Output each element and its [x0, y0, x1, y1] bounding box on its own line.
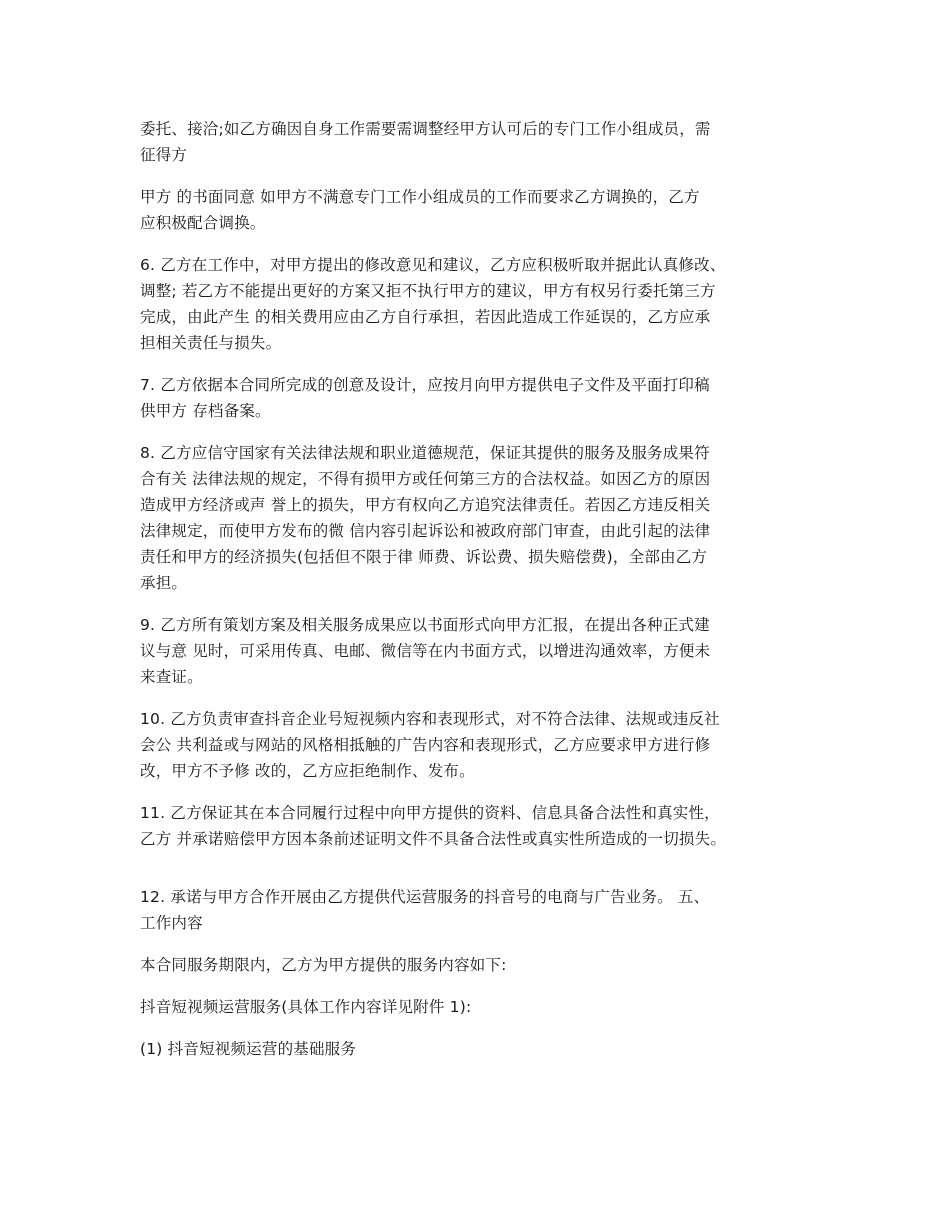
text-line: 11. 乙方保证其在本合同履行过程中向甲方提供的资料、信息具备合法性和真实性， [140, 804, 720, 822]
text-line: 应积极配合调换。 [140, 214, 266, 232]
text-line: 6. 乙方在工作中，对甲方提出的修改意见和建议，乙方应积极听取并据此认真修改、 [140, 256, 726, 274]
text-line: 合有关 法律法规的规定，不得有损甲方或任何第三方的合法权益。如因乙方的原因 [140, 470, 711, 488]
text-line: 完成，由此产生 的相关费用应由乙方自行承担，若因此造成工作延误的，乙方应承 [140, 308, 711, 326]
clause-11 [140, 800, 812, 852]
text-line: 8. 乙方应信守国家有关法律法规和职业道德规范，保证其提供的服务及服务成果符 [140, 444, 710, 462]
clause-9 [140, 612, 812, 690]
text-line: 法律规定，而使甲方发布的微 信内容引起诉讼和被政府部门审查，由此引起的法律 [140, 522, 711, 540]
service-scope-intro [140, 952, 812, 978]
clause-6 [140, 252, 812, 356]
text-line: 抖音短视频运营服务(具体工作内容详见附件 1): [140, 998, 472, 1016]
text-line: 担相关责任与损失。 [140, 334, 282, 352]
text-line: 来查证。 [140, 668, 203, 686]
text-line: 征得方 [140, 146, 188, 164]
service-item [140, 994, 812, 1020]
document-body [140, 116, 812, 1062]
text-line: 责任和甲方的经济损失(包括但不限于律 师费、诉讼费、损失赔偿费)，全部由乙方 [140, 548, 708, 566]
text-line: 供甲方 存档备案。 [140, 402, 271, 420]
text-line: 委托、接洽;如乙方确因自身工作需要需调整经甲方认可后的专门工作小组成员，需 [140, 120, 711, 138]
text-line: 10. 乙方负责审查抖音企业号短视频内容和表现形式，对不符合法律、法规或违反社 [140, 710, 720, 728]
paragraph-1 [140, 116, 812, 168]
clause-12 [140, 884, 812, 936]
paragraph-2 [140, 184, 812, 236]
service-subitem [140, 1036, 812, 1062]
clause-10 [140, 706, 812, 784]
text-line: 议与意 见时，可采用传真、电邮、微信等在内书面方式，以增进沟通效率，方便未 [140, 642, 711, 660]
clause-8 [140, 440, 812, 596]
clause-7 [140, 372, 812, 424]
document-page [140, 116, 812, 1078]
text-line: 乙方 并承诺赔偿甲方因本条前述证明文件不具备合法性或真实性所造成的一切损失。 [140, 830, 727, 848]
text-line: 9. 乙方所有策划方案及相关服务成果应以书面形式向甲方汇报，在提出各种正式建 [140, 616, 710, 634]
text-line: 承担。 [140, 574, 188, 592]
text-line: 会公 共利益或与网站的风格相抵触的广告内容和表现形式，乙方应要求甲方进行修 [140, 736, 711, 754]
text-line: 改，甲方不予修 改的，乙方应拒绝制作、发布。 [140, 762, 475, 780]
text-line: (1) 抖音短视频运营的基础服务 [140, 1040, 357, 1058]
text-line: 工作内容 [140, 914, 203, 932]
text-line: 12. 承诺与甲方合作开展由乙方提供代运营服务的抖音号的电商与广告业务。 五、 [140, 888, 710, 906]
text-line: 调整; 若乙方不能提出更好的方案又拒不执行甲方的建议，甲方有权另行委托第三方 [140, 282, 716, 300]
text-line: 7. 乙方依据本合同所完成的创意及设计，应按月向甲方提供电子文件及平面打印稿 [140, 376, 710, 394]
text-line: 本合同服务期限内，乙方为甲方提供的服务内容如下: [140, 956, 507, 974]
text-line: 甲方 的书面同意 如甲方不满意专门工作小组成员的工作而要求乙方调换的，乙方 [140, 188, 700, 206]
text-line: 造成甲方经济或声 誉上的损失，甲方有权向乙方追究法律责任。若因乙方违反相关 [140, 496, 711, 514]
